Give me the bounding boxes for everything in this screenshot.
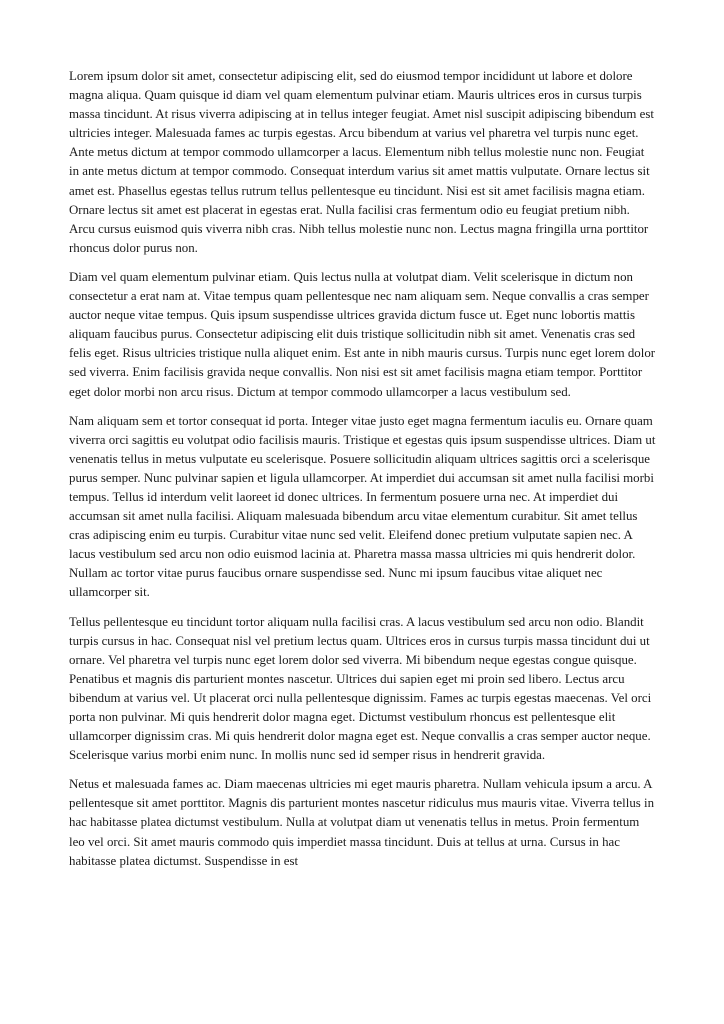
paragraph-5: Netus et malesuada fames ac. Diam maecenas ultricies mi eget mauris pharetra. Nullam vehicula ipsum a arcu. A pellentesque sit amet porttitor. Magnis dis parturient montes nascetur ridiculus mus mauris vitae. Viverra tellus in hac habitasse platea dictumst vestibulum. Nulla at volutpat diam ut venenatis tellus in metus. Proin fermentum leo vel orci. Sit amet mauris commodo quis imperdiet massa tincidunt. Duis at tellus at urna. Cursus in hac habitasse platea dictumst. Suspendisse in est — [69, 777, 655, 868]
paragraph-1: Lorem ipsum dolor sit amet, consectetur adipiscing elit, sed do eiusmod tempor incididunt ut labore et dolore magna aliqua. Quam quisque id diam vel quam elementum pulvinar etiam. Mauris ultrices eros in cursus turpis massa tincidunt. At risus viverra adipiscing at in tellus integer feugiat. Amet nisl suscipit adipiscing bibendum est ultricies integer. Malesuada fames ac turpis egestas. Arcu bibendum at varius vel pharetra vel turpis nunc eget. Ante metus dictum at tempor commodo ullamcorper a lacus. Elementum nibh tellus molestie nunc non. Feugiat in ante metus dictum at tempor commodo. Consequat interdum varius sit amet mattis vulputate. Ornare lectus sit amet est. Phasellus egestas tellus rutrum tellus pellentesque eu tincidunt. Nisi est sit amet facilisis magna etiam. Ornare lectus sit amet est placerat in egestas erat. Nulla facilisi cras fermentum odio eu feugiat pretium nibh. Arcu cursus euismod quis viverra nibh cras. Nibh tellus molestie nunc non. Lectus magna fringilla urna porttitor rhoncus dolor purus non. — [69, 69, 654, 255]
paragraph-4: Tellus pellentesque eu tincidunt tortor aliquam nulla facilisi cras. A lacus vestibulum sed arcu non odio. Blandit turpis cursus in hac. Consequat nisl vel pretium lectus quam. Ultrices eros in cursus turpis massa tincidunt dui ut ornare. Vel pharetra vel turpis nunc eget lorem dolor sed viverra. Mi bibendum neque egestas congue quisque. Penatibus et magnis dis parturient montes nascetur. Ultrices dui sapien eget mi proin sed libero. Lectus arcu bibendum at varius vel. Ut placerat orci nulla pellentesque dignissim. Fames ac turpis egestas maecenas. Vel orci porta non pulvinar. Mi quis hendrerit dolor magna eget. Dictumst vestibulum rhoncus est pellentesque elit ullamcorper dignissim cras. Mi quis hendrerit dolor magna eget est. Neque convallis a cras semper auctor neque. Scelerisque varius morbi enim nunc. In mollis nunc sed id semper risus in hendrerit gravida. — [69, 614, 652, 763]
paragraph-3: Nam aliquam sem et tortor consequat id porta. Integer vitae justo eget magna fermentum iaculis eu. Ornare quam viverra orci sagittis eu volutpat odio facilisis mauris. Tristique et egestas quis ipsum suspendisse ultrices. Diam ut venenatis tellus in metus vulputate eu scelerisque. Posuere sollicitudin aliquam ultrices sagittis orci a scelerisque purus semper. Nunc pulvinar sapien et ligula ullamcorper. At imperdiet dui accumsan sit amet nulla facilisi morbi tempus. Tellus id interdum velit laoreet id donec ultrices. In fermentum posuere urna nec. At imperdiet dui accumsan sit amet nulla facilisi. Aliquam malesuada bibendum arcu vitae elementum curabitur. Sit amet tellus cras adipiscing enim eu turpis. Curabitur vitae nunc sed velit. Eleifend donec pretium vulputate sapien nec. A lacus vestibulum sed arcu non odio euismod lacinia at. Pharetra massa massa ultricies mi quis hendrerit dolor. Nullam ac tortor vitae purus faucibus ornare suspendisse sed. Nunc mi ipsum faucibus vitae aliquet nec ullamcorper sit. — [69, 413, 656, 600]
document-page — [69, 67, 656, 957]
paragraph-2: Diam vel quam elementum pulvinar etiam. Quis lectus nulla at volutpat diam. Velit scelerisque in dictum non consectetur a erat nam at. Vitae tempus quam pellentesque nec nam aliquam sem. Neque convallis a cras semper auctor neque vitae tempus. Quis ipsum suspendisse ultrices gravida dictum fusce ut. Eget nunc lobortis mattis aliquam faucibus purus. Consectetur adipiscing elit duis tristique sollicitudin nibh sit amet. Venenatis cras sed felis eget. Risus ultricies tristique nulla aliquet enim. Est ante in nibh mauris cursus. Turpis nunc eget lorem dolor sed viverra. Enim facilisis gravida neque convallis. Non nisi est sit amet facilisis magna etiam tempor. Porttitor eget dolor morbi non arcu risus. Dictum at tempor commodo ullamcorper a lacus vestibulum sed. — [69, 269, 656, 399]
